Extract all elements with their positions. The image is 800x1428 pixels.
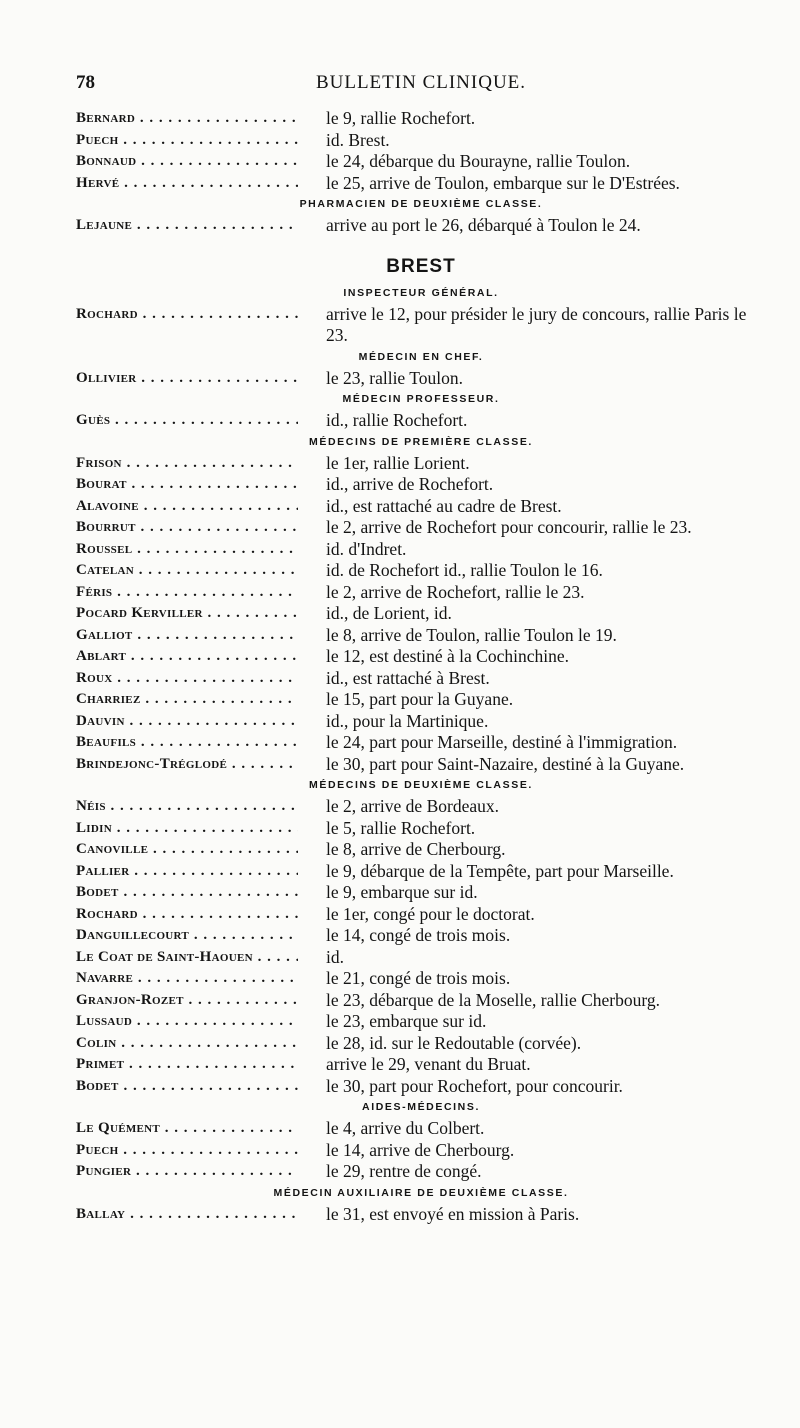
movement-detail: id. d'Indret. (326, 538, 407, 559)
movement-detail: id., arrive de Rochefort. (326, 474, 494, 494)
officer-name: Néis . . . (76, 796, 298, 818)
section-heading: MÉDECIN PROFESSEUR. (342, 393, 500, 405)
list-item (76, 517, 766, 539)
movement-detail: id. de Rochefort id., rallie Toulon le 16. (326, 560, 603, 580)
list-item (76, 1011, 766, 1033)
movement-detail: le 28, id. sur le Redoutable (corvée). (326, 1032, 582, 1053)
officer-name: Primet . . . (76, 1054, 298, 1076)
officer-name: Ballay . . . (76, 1204, 298, 1226)
officer-name: Charriez . . . (76, 689, 298, 711)
list-item (76, 904, 766, 926)
list-item (76, 990, 766, 1012)
section-heading: INSPECTEUR GÉNÉRAL. (343, 286, 499, 299)
list-item (76, 882, 766, 904)
movement-detail: le 21, congé de trois mois. (326, 968, 511, 988)
personnel-list (76, 108, 766, 1225)
officer-name: Brindejonc-Tréglodé . . . (76, 754, 298, 776)
movement-detail: le 2, arrive de Rochefort, rallie le 23. (326, 581, 585, 602)
list-item (76, 668, 766, 690)
officer-name: Dauvin . . . (76, 711, 298, 733)
officer-name: Lidin . . . (76, 818, 298, 840)
movement-detail: id., de Lorient, id. (326, 603, 452, 623)
officer-name: Bourrut . . . (76, 517, 298, 539)
officer-name: Pungier . . . (76, 1161, 298, 1183)
movement-detail: arrive le 12, pour présider le jury de concours, rallie Paris le 23. (326, 303, 747, 345)
movement-detail: le 12, est destiné à la Cochinchine. (326, 646, 569, 666)
city-heading: BREST (386, 255, 456, 277)
list-item (76, 539, 766, 561)
list-item (76, 410, 766, 432)
movement-detail: le 8, arrive de Cherbourg. (326, 839, 506, 859)
officer-name: Frison . . . (76, 453, 298, 475)
list-item (76, 818, 766, 840)
officer-name: Bodet . . . (76, 1076, 298, 1098)
movement-detail: le 24, part pour Marseille, destiné à l'immigration. (326, 732, 678, 752)
movement-detail: le 29, rentre de congé. (326, 1161, 482, 1181)
list-item (76, 1033, 766, 1055)
movement-detail: le 9, embarque sur id. (326, 882, 478, 902)
movement-detail: le 2, arrive de Rochefort pour concourir, rallie le 23. (326, 517, 692, 537)
list-item (76, 625, 766, 647)
movement-detail: id. Brest. (326, 129, 390, 150)
list-item (76, 1054, 766, 1076)
movement-detail: id., est rattaché à Brest. (326, 667, 490, 688)
section-heading: MÉDECIN AUXILIAIRE DE DEUXIÈME CLASSE. (273, 1186, 569, 1199)
officer-name: Bonnaud . . . (76, 151, 298, 173)
page-header (76, 72, 766, 102)
officer-name: Lejaune . . . (76, 215, 298, 237)
officer-name: Ablart . . . (76, 646, 298, 668)
movement-detail: id., pour la Martinique. (326, 710, 489, 731)
movement-detail: le 2, arrive de Bordeaux. (326, 796, 499, 816)
list-item (76, 496, 766, 518)
movement-detail: le 9, débarque de la Tempête, part pour Marseille. (326, 860, 674, 881)
running-title: BULLETIN CLINIQUE. (315, 72, 527, 93)
list-item (76, 646, 766, 668)
movement-detail: id., est rattaché au cadre de Brest. (326, 495, 562, 516)
section-heading: MÉDECIN EN CHEF. (358, 350, 484, 363)
officer-name: Puech . . . (76, 1140, 298, 1162)
list-item (76, 173, 766, 195)
list-item (76, 151, 766, 173)
officer-name: Navarre . . . (76, 968, 298, 990)
movement-detail: le 1er, congé pour le doctorat. (326, 903, 535, 924)
movement-detail: le 24, débarque du Bourayne, rallie Toulon. (326, 151, 631, 171)
movement-detail: le 14, arrive de Cherbourg. (326, 1139, 515, 1160)
list-item (76, 603, 766, 625)
officer-name: Canoville . . . (76, 839, 298, 861)
officer-name: Bodet . . . (76, 882, 298, 904)
list-item (76, 1076, 766, 1098)
list-item (76, 968, 766, 990)
officer-name: Galliot . . . (76, 625, 298, 647)
list-item (76, 925, 766, 947)
officer-name: Pallier . . . (76, 861, 298, 883)
officer-name: Bernard . . . (76, 108, 298, 130)
list-item (76, 130, 766, 152)
officer-name: Roux . . . (76, 668, 298, 690)
officer-name: Catelan . . . (76, 560, 298, 582)
movement-detail: le 23, rallie Toulon. (326, 367, 463, 388)
movement-detail: le 30, part pour Saint-Nazaire, destiné à la Guyane. (326, 753, 685, 774)
officer-name: Granjon-Rozet . . . (76, 990, 298, 1012)
list-item (76, 711, 766, 733)
list-item (76, 1140, 766, 1162)
officer-name: Bourat . . . (76, 474, 298, 496)
list-item (76, 732, 766, 754)
movement-detail: le 15, part pour la Guyane. (326, 689, 514, 709)
list-item (76, 1118, 766, 1140)
movement-detail: le 30, part pour Rochefort, pour concourir. (326, 1075, 623, 1096)
list-item (76, 560, 766, 582)
movement-detail: arrive au port le 26, débarqué à Toulon le 24. (326, 215, 641, 235)
movement-detail: id. (326, 946, 344, 967)
officer-name: Féris . . . (76, 582, 298, 604)
list-item (76, 839, 766, 861)
officer-name: Guès . . . (76, 410, 298, 432)
movement-detail: id., rallie Rochefort. (326, 410, 468, 430)
officer-name: Roussel . . . (76, 539, 298, 561)
page-number: 78 (76, 72, 95, 93)
movement-detail: le 8, arrive de Toulon, rallie Toulon le 19. (326, 624, 617, 645)
officer-name: Le Quément . . . (76, 1118, 298, 1140)
list-item (76, 947, 766, 969)
officer-name: Rochard . . . (76, 304, 298, 326)
section-heading: AIDES-MÉDECINS. (362, 1101, 480, 1113)
officer-name: Le Coat de Saint-Haouen . . . (76, 947, 298, 969)
officer-name: Alavoine . . . (76, 496, 298, 518)
list-item (76, 215, 766, 237)
movement-detail: le 5, rallie Rochefort. (326, 817, 476, 838)
list-item (76, 108, 766, 130)
list-item (76, 861, 766, 883)
movement-detail: le 23, débarque de la Moselle, rallie Cherbourg. (326, 989, 661, 1010)
list-item (76, 582, 766, 604)
officer-name: Beaufils . . . (76, 732, 298, 754)
movement-detail: le 4, arrive du Colbert. (326, 1118, 485, 1138)
officer-name: Pocard Kerviller . . . (76, 603, 298, 625)
movement-detail: le 9, rallie Rochefort. (326, 108, 476, 128)
list-item (76, 453, 766, 475)
list-item (76, 368, 766, 390)
officer-name: Lussaud . . . (76, 1011, 298, 1033)
officer-name: Colin . . . (76, 1033, 298, 1055)
section-heading: MÉDECINS DE PREMIÈRE CLASSE. (309, 435, 533, 448)
list-item (76, 689, 766, 711)
movement-detail: le 25, arrive de Toulon, embarque sur le D'Estrées. (326, 172, 680, 193)
list-item (76, 796, 766, 818)
list-item (76, 304, 766, 347)
list-item (76, 1204, 766, 1226)
section-heading: PHARMACIEN DE DEUXIÈME CLASSE. (299, 198, 543, 210)
list-item (76, 474, 766, 496)
list-item (76, 754, 766, 776)
officer-name: Hervé . . . (76, 173, 298, 195)
officer-name: Danguillecourt . . . (76, 925, 298, 947)
officer-name: Puech . . . (76, 130, 298, 152)
movement-detail: arrive le 29, venant du Bruat. (326, 1054, 531, 1074)
list-item (76, 1161, 766, 1183)
movement-detail: le 23, embarque sur id. (326, 1011, 487, 1031)
movement-detail: le 14, congé de trois mois. (326, 925, 511, 945)
movement-detail: le 1er, rallie Lorient. (326, 452, 470, 473)
section-heading: MÉDECINS DE DEUXIÈME CLASSE. (309, 779, 533, 791)
officer-name: Rochard . . . (76, 904, 298, 926)
movement-detail: le 31, est envoyé en mission à Paris. (326, 1203, 580, 1224)
officer-name: Ollivier . . . (76, 368, 298, 390)
